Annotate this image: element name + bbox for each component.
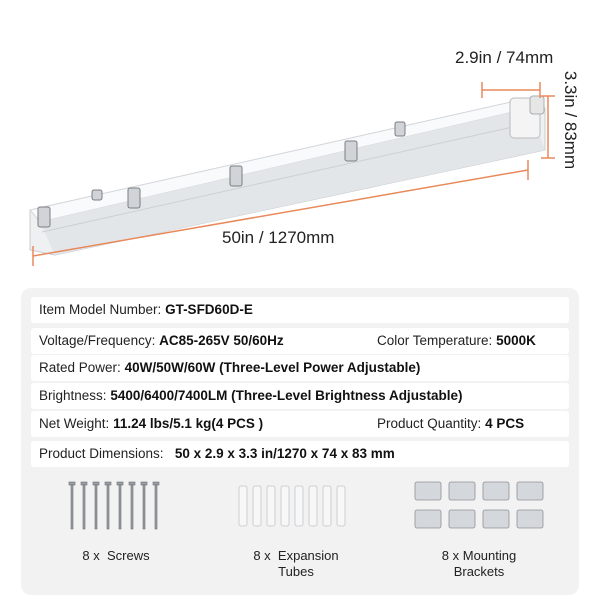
length-dimension-label: 50in / 1270mm xyxy=(222,228,335,247)
accessory-expansion-tubes xyxy=(221,478,371,580)
quantity-value: 4 PCS xyxy=(485,416,525,431)
accessory-mounting-brackets xyxy=(399,478,559,580)
brightness-label: Brightness: xyxy=(39,388,107,403)
spec-row-dimensions xyxy=(31,441,569,467)
power-label: Rated Power: xyxy=(39,360,121,375)
tubes-name-line2: Tubes xyxy=(278,564,314,579)
spec-row-weight xyxy=(31,411,569,437)
weight-value: 11.24 lbs/5.1 kg(4 PCS ) xyxy=(113,416,264,431)
brightness-value: 5400/6400/7400LM (Three-Level Brightness Adjustable) xyxy=(110,388,463,403)
voltage-label: Voltage/Frequency: xyxy=(39,333,156,348)
dimensions-label: Product Dimensions: xyxy=(39,446,164,461)
model-label: Item Model Number: xyxy=(39,302,162,317)
color-temp-label: Color Temperature: xyxy=(377,333,493,348)
brackets-name: Mounting xyxy=(462,548,517,563)
mounting-brackets-icon xyxy=(409,478,549,538)
spec-row-voltage xyxy=(31,328,569,354)
expansion-tubes-icon xyxy=(231,478,361,538)
color-temp-value: 5000K xyxy=(496,333,536,348)
model-value: GT-SFD60D-E xyxy=(165,302,253,317)
tubes-count: 8 x xyxy=(253,548,271,563)
power-value: 40W/50W/60W (Three-Level Power Adjustable) xyxy=(124,360,421,375)
brackets-name-line2: Brackets xyxy=(453,564,505,579)
quantity-label: Product Quantity: xyxy=(377,416,482,431)
spec-row-power xyxy=(31,355,569,381)
accessory-screws xyxy=(41,478,191,564)
spec-row-model xyxy=(31,297,569,323)
tubes-name: Expansion xyxy=(277,548,339,563)
width-dimension-label: 2.9in / 74mm xyxy=(455,48,554,67)
product-illustration xyxy=(0,0,600,285)
specification-panel xyxy=(21,288,579,595)
height-dimension-label: 3.3in / 83mm xyxy=(561,70,580,170)
weight-label: Net Weight: xyxy=(39,416,110,431)
screws-count: 8 x xyxy=(82,548,100,563)
screws-name: Screws xyxy=(106,548,150,563)
brackets-count: 8 x xyxy=(441,548,460,563)
screws-icon xyxy=(61,478,171,538)
dimensions-value: 50 x 2.9 x 3.3 in/1270 x 74 x 83 mm xyxy=(174,446,395,461)
spec-row-brightness xyxy=(31,383,569,409)
voltage-value: AC85-265V 50/60Hz xyxy=(159,333,284,348)
